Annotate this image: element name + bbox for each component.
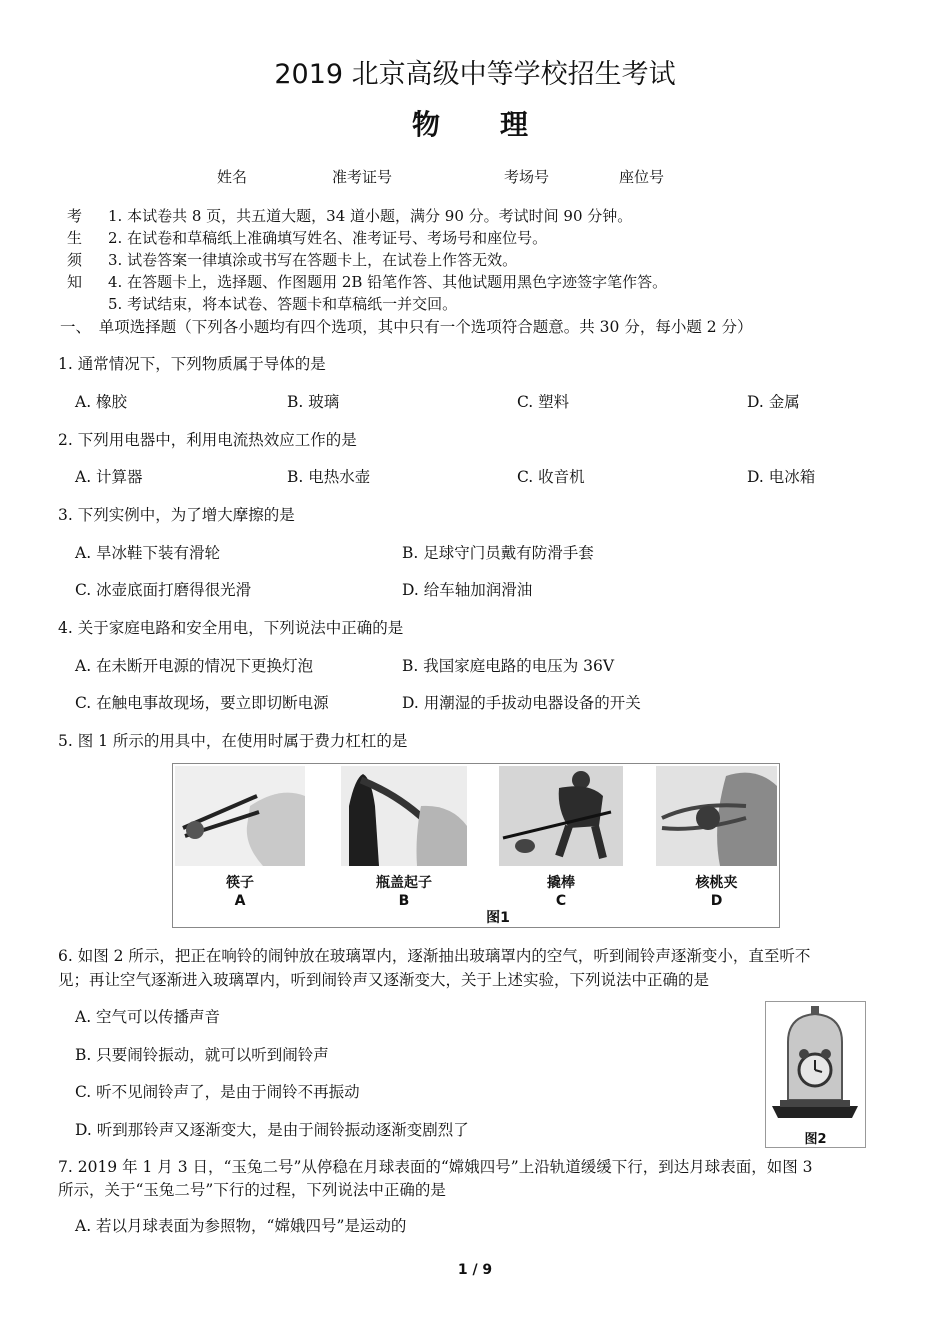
figure-1 [172,763,780,928]
bottle-opener-photo [341,766,467,866]
q3-option-d: D. 给车轴加润滑油 [402,581,533,599]
info-field-seat: 座位号 [619,168,665,186]
notice-item: 5. 考试结束，将本试卷、答题卡和草稿纸一并交回。 [108,295,458,313]
q2-option-c: C. 收音机 [517,468,585,486]
question-6-stem-line2: 见；再让空气逐渐进入玻璃罩内，听到闹铃声又逐渐变大，关于上述实验，下列说法中正确的是 [58,971,710,989]
bell-jar-photo [766,1002,865,1127]
info-field-name: 姓名 [217,168,248,186]
q6-option-c: C. 听不见闹铃声了，是由于闹铃不再振动 [75,1083,360,1101]
q4-option-a: A. 在未断开电源的情况下更换灯泡 [75,657,314,675]
figure-1-caption: 图1 [486,910,510,926]
notice-item: 4. 在答题卡上，选择题、作图题用 2B 铅笔作答、其他试题用黑色字迹签字笔作答。 [108,273,668,291]
nutcracker-photo [656,766,777,866]
figure-1-name-d: 核桃夹 [695,875,738,891]
question-7-stem-line1: 7. 2019 年 1 月 3 日，“玉兔二号”从停稳在月球表面的“嫦娥四号”上沿轨道缓缓下行，到达月球表面，如图 3 [58,1158,813,1176]
q1-option-a: A. 橡胶 [75,393,128,411]
page-number: 1 / 9 [457,1262,493,1278]
exam-title: 2019 北京高级中等学校招生考试 [274,59,676,90]
q1-option-c: C. 塑料 [517,393,570,411]
chopsticks-photo [175,766,305,866]
q4-option-b: B. 我国家庭电路的电压为 36V [402,657,615,675]
q4-option-c: C. 在触电事故现场，要立即切断电源 [75,694,329,712]
figure-1-letter-d: D [710,893,723,909]
notice-side-char: 考 [67,207,83,225]
q6-option-a: A. 空气可以传播声音 [75,1008,221,1026]
q4-option-d: D. 用潮湿的手拔动电器设备的开关 [402,694,641,712]
figure-1-letter-c: C [555,893,567,909]
figure-2 [765,1001,866,1148]
question-1-stem: 1. 通常情况下，下列物质属于导体的是 [58,355,326,373]
q1-option-b: B. 玻璃 [287,393,340,411]
q6-option-b: B. 只要闹铃振动，就可以听到闹铃声 [75,1046,329,1064]
subject-title: 物理 [411,108,588,141]
q3-option-a: A. 旱冰鞋下装有滑轮 [75,544,221,562]
figure-1-letter-b: B [398,893,410,909]
q7-option-a: A. 若以月球表面为参照物，“嫦娥四号”是运动的 [75,1217,407,1235]
notice-side-char: 生 [67,229,83,247]
question-6-stem-line1: 6. 如图 2 所示，把正在响铃的闹钟放在玻璃罩内，逐渐抽出玻璃罩内的空气，听到闹铃声逐渐变小，直至听不 [58,947,811,965]
q3-option-b: B. 足球守门员戴有防滑手套 [402,544,594,562]
question-5-stem: 5. 图 1 所示的用具中，在使用时属于费力杠杠的是 [58,732,408,750]
figure-1-name-a: 筷子 [226,875,254,891]
figure-1-name-c: 撬棒 [547,875,575,891]
figure-2-caption: 图2 [804,1132,827,1147]
info-field-ticket: 准考证号 [332,168,393,186]
notice-item: 2. 在试卷和草稿纸上准确填写姓名、准考证号、考场号和座位号。 [108,229,548,247]
q3-option-c: C. 冰壶底面打磨得很光滑 [75,581,252,599]
q2-option-a: A. 计算器 [75,468,143,486]
question-3-stem: 3. 下列实例中，为了增大摩擦的是 [58,506,295,524]
notice-item: 1. 本试卷共 8 页，共五道大题，34 道小题，满分 90 分。考试时间 90 分钟。 [108,207,633,225]
notice-item: 3. 试卷答案一律填涂或书写在答题卡上，在试卷上作答无效。 [108,251,518,269]
q1-option-d: D. 金属 [747,393,800,411]
question-2-stem: 2. 下列用电器中，利用电流热效应工作的是 [58,431,357,449]
figure-1-letter-a: A [234,893,246,909]
notice-side-char: 须 [67,251,83,269]
question-7-stem-line2: 所示，关于“玉兔二号”下行的过程，下列说法中正确的是 [58,1181,446,1199]
q2-option-b: B. 电热水壶 [287,468,371,486]
section-heading: 一、 单项选择题（下列各小题均有四个选项，其中只有一个选项符合题意。共 30 分，每小题 2 分） [60,318,753,336]
crowbar-photo [499,766,623,866]
q2-option-d: D. 电冰箱 [747,468,816,486]
info-field-room: 考场号 [504,168,550,186]
question-4-stem: 4. 关于家庭电路和安全用电，下列说法中正确的是 [58,619,404,637]
q6-option-d: D. 听到那铃声又逐渐变大，是由于闹铃振动逐渐变剧烈了 [75,1121,469,1139]
figure-1-name-b: 瓶盖起子 [376,875,432,891]
notice-side-char: 知 [67,273,83,291]
